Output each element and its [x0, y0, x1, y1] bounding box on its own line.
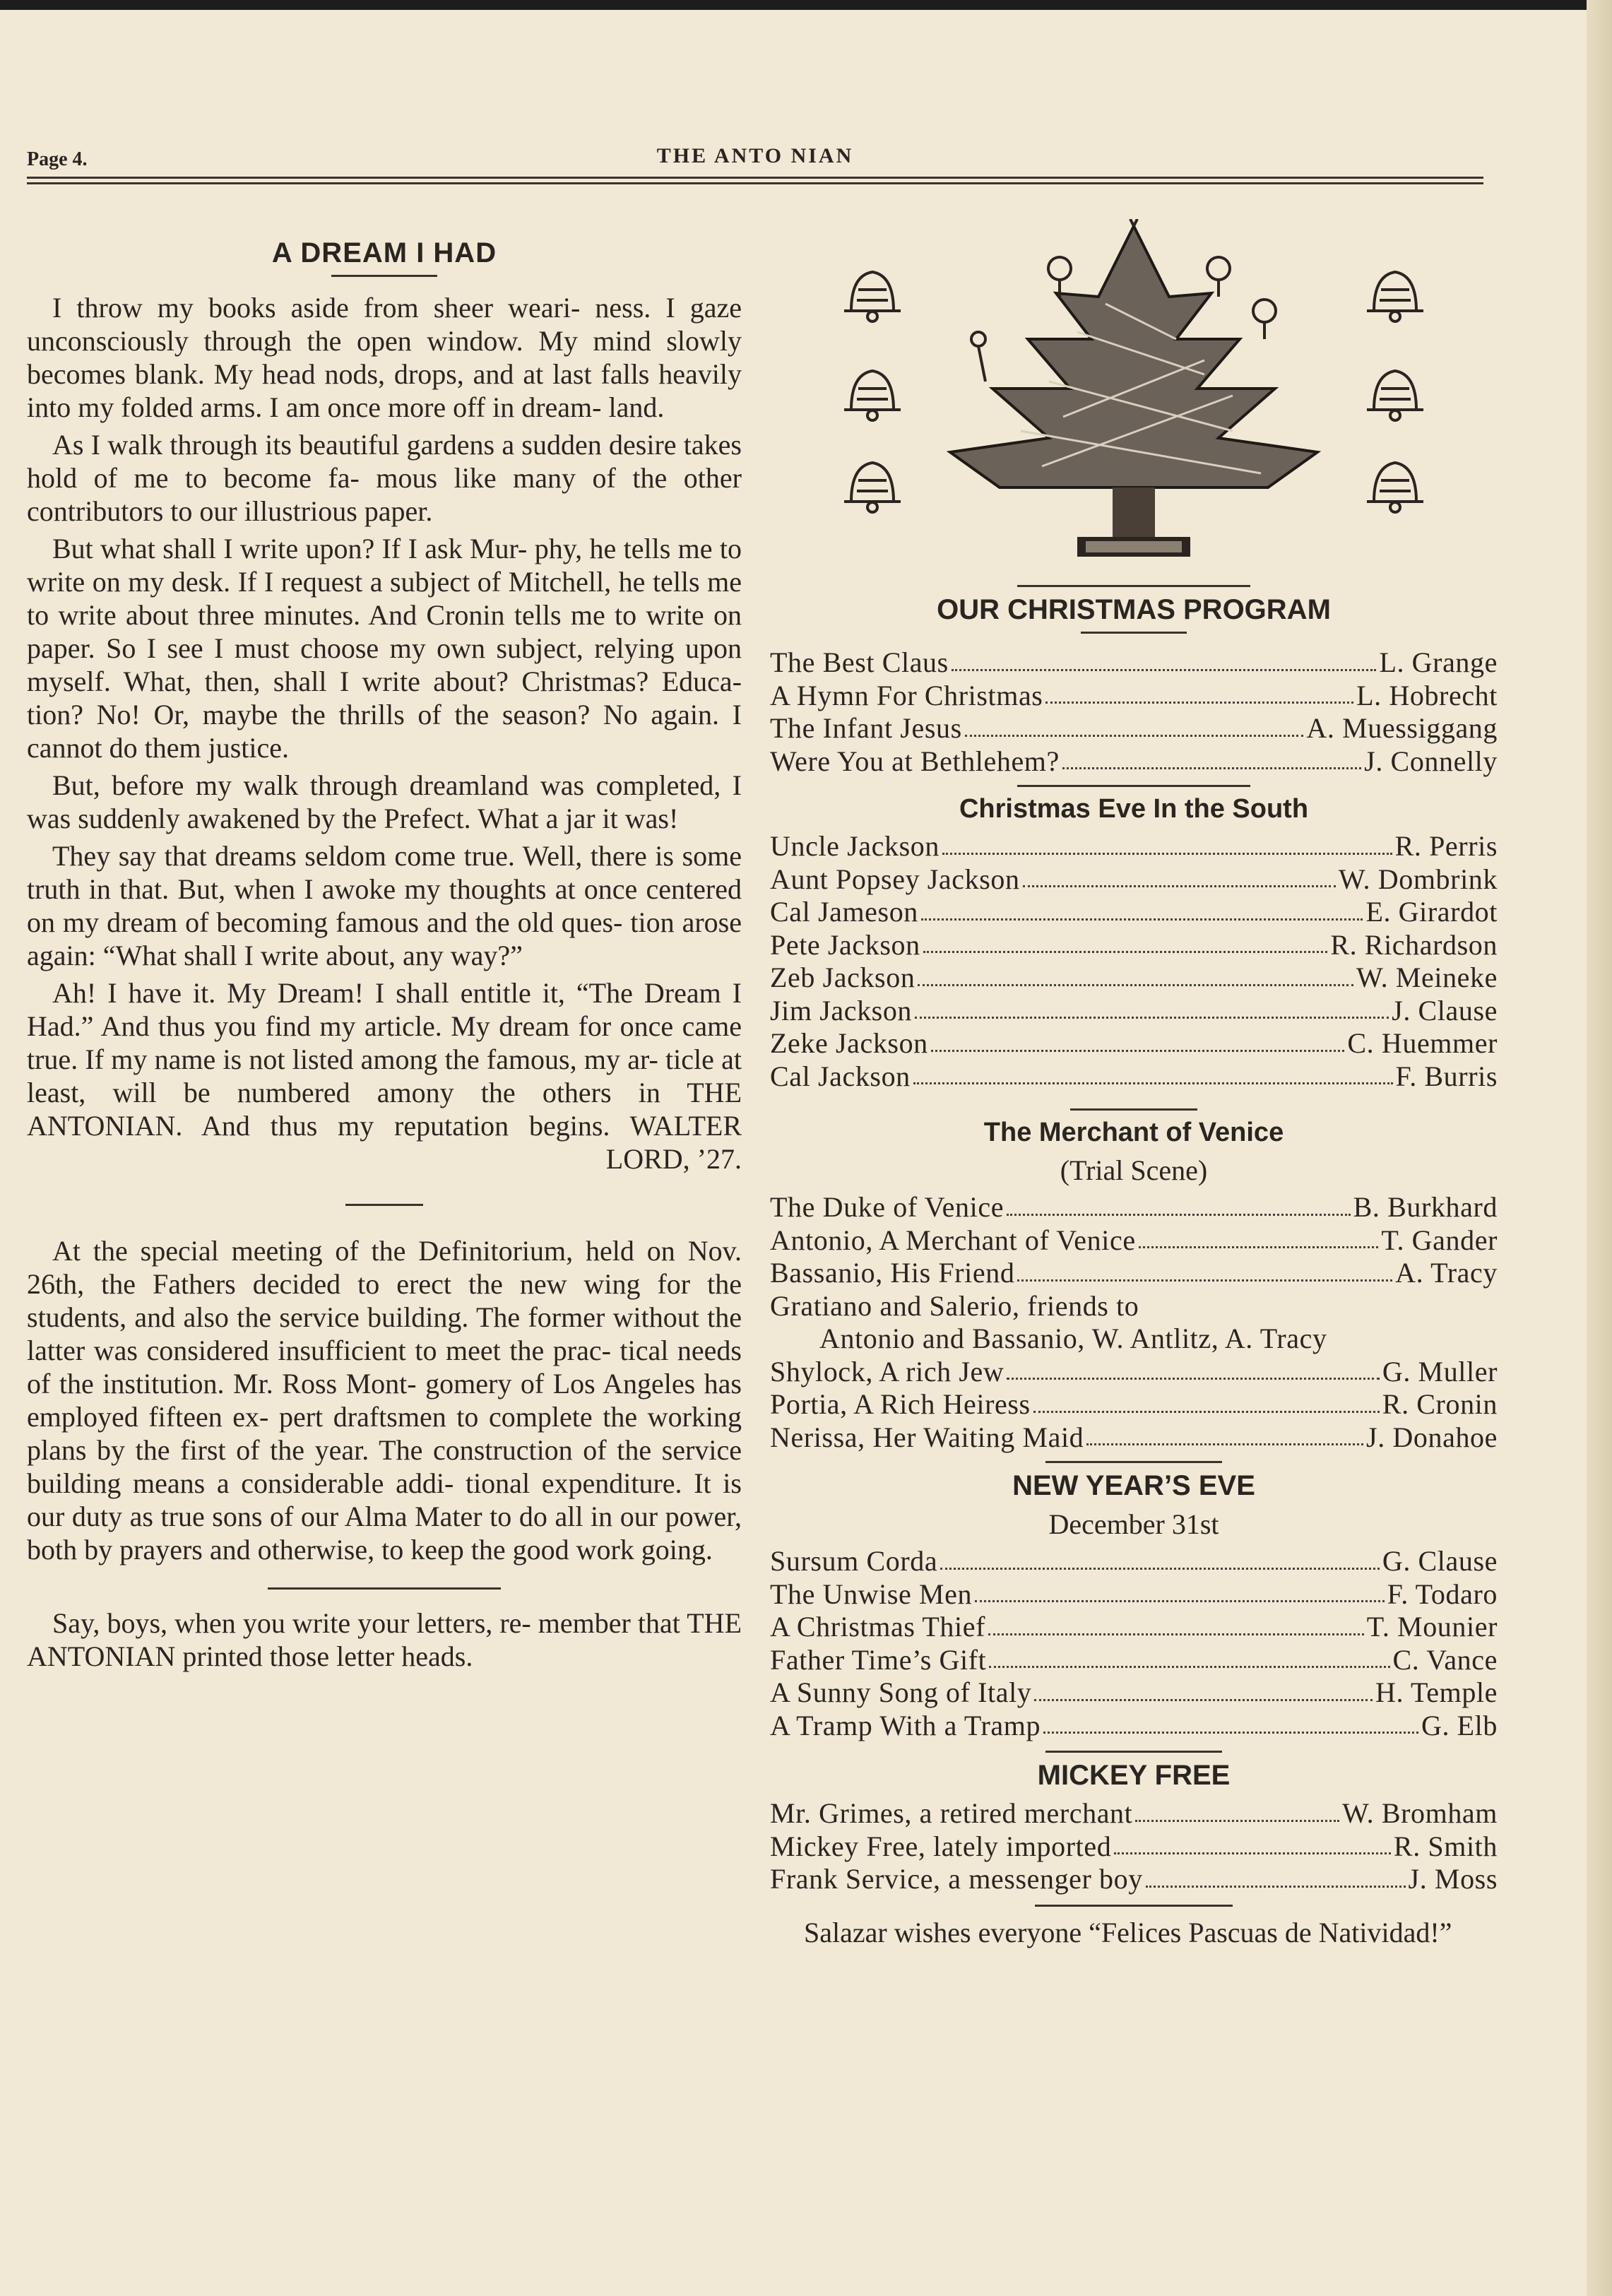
cast-entry: Mr. Grimes, a retired merchant W. Bromham	[770, 1797, 1498, 1829]
program-entry: The Infant Jesus A. Muessiggang	[770, 712, 1498, 744]
bell-icon	[844, 463, 901, 512]
cast-entry: Gratiano and Salerio, friends to	[770, 1289, 1139, 1322]
cast-entry: Zeb Jackson W. Meineke	[770, 961, 1498, 993]
top-edge-bar	[0, 0, 1612, 10]
cast-entry: Nerissa, Her Waiting Maid J. Donahoe	[770, 1421, 1498, 1453]
article-paragraph: Ah! I have it. My Dream! I shall entitle it, “The Dream I Had.” And thus you find my article. My dream for once came true. If my name is not listed among the famous, my ar- ticle at least, will be numbered amony the others in THE ANTONIAN. And thus my reputation begins. WALTER LORD, ’27.	[27, 977, 742, 1175]
south-cast-list	[770, 830, 1498, 1093]
program-entry: Sursum Corda G. Clause	[770, 1545, 1498, 1577]
article-paragraph: As I walk through its beautiful gardens a sudden desire takes hold of me to become fa- mous like many of the other contributors to our illustrious paper.	[27, 429, 742, 527]
header-rule-bottom	[27, 182, 1483, 184]
cast-entry: Mickey Free, lately imported R. Smith	[770, 1830, 1498, 1862]
cast-entry: The Duke of Venice B. Burkhard	[770, 1191, 1498, 1223]
bell-icon	[1367, 272, 1423, 321]
page-header	[27, 141, 1483, 170]
cast-entry: Aunt Popsey Jackson W. Dombrink	[770, 863, 1498, 895]
page-edge-shadow	[1587, 0, 1612, 2296]
cast-entry: Uncle Jackson R. Perris	[770, 830, 1498, 862]
section-rule	[1017, 785, 1250, 787]
cast-entry: Zeke Jackson C. Huemmer	[770, 1027, 1498, 1059]
right-column	[770, 219, 1498, 1949]
mickey-title: MICKEY FREE	[1037, 1760, 1231, 1791]
cast-entry: Jim Jackson J. Clause	[770, 994, 1498, 1026]
tree-shape	[950, 219, 1317, 557]
title-rule	[331, 275, 437, 277]
section-rule	[1081, 632, 1187, 634]
masthead: THE ANTO NIAN	[656, 144, 854, 167]
cast-entry-continued: Antonio and Bassanio, W. Antlitz, A. Tracy	[819, 1322, 1327, 1354]
program-entry: The Best Claus L. Grange	[770, 646, 1498, 678]
cast-entry: Frank Service, a messenger boy J. Moss	[770, 1863, 1498, 1895]
news-item-definitorium: At the special meeting of the Definitorium, held on Nov. 26th, the Fathers decided to erect the new wing for the students, and also the service building. The former without the latter was considered insufficient to meet the prac- tical needs of the institution. Mr. Ross Mont- gomery of Los Angeles has employed fifteen ex- pert draftsmen to complete the working plans by the first of the year. The construction of the service building means a considerable addi- tional expenditure. It is our duty as true sons of our Alma Mater to do all in our power, both by prayers and otherwise, to keep the good work going.	[27, 1235, 742, 1566]
program-entry: A Christmas Thief T. Mounier	[770, 1611, 1498, 1643]
cast-entry: Portia, A Rich Heiress R. Cronin	[770, 1388, 1498, 1420]
closing-greeting: Salazar wishes everyone “Felices Pascuas de Natividad!”	[804, 1916, 1452, 1948]
section-rule	[345, 1204, 423, 1206]
program-entry: A Sunny Song of Italy H. Temple	[770, 1676, 1498, 1708]
bell-icon	[844, 272, 901, 321]
program-entry: The Unwise Men F. Todaro	[770, 1578, 1498, 1610]
section-rule	[1045, 1751, 1222, 1753]
section-rule	[268, 1587, 501, 1590]
program-list	[770, 646, 1498, 778]
newyear-list	[770, 1545, 1498, 1742]
program-entry: A Tramp With a Tramp G. Elb	[770, 1709, 1498, 1741]
newyear-subtitle: December 31st	[1048, 1508, 1219, 1540]
article-paragraph: But, before my walk through dreamland was completed, I was suddenly awakened by the Prefect. What a jar it was!	[27, 769, 742, 834]
bell-icon	[1367, 463, 1423, 512]
program-entry: Father Time’s Gift C. Vance	[770, 1643, 1498, 1676]
merchant-cast-list	[770, 1191, 1498, 1454]
merchant-subtitle: (Trial Scene)	[1060, 1154, 1208, 1186]
page-number: Page 4.	[27, 148, 88, 170]
program-title: OUR CHRISTMAS PROGRAM	[937, 594, 1331, 625]
left-column	[27, 226, 742, 1677]
merchant-title: The Merchant of Venice	[983, 1118, 1284, 1147]
program-entry: A Hymn For Christmas L. Hobrecht	[770, 679, 1498, 711]
cast-entry: Cal Jackson F. Burris	[770, 1060, 1498, 1092]
program-entry: Were You at Bethlehem? J. Connelly	[770, 745, 1498, 777]
bell-icon	[1367, 371, 1423, 420]
south-title: Christmas Eve In the South	[959, 794, 1309, 824]
cast-entry: Shylock, A rich Jew G. Muller	[770, 1355, 1498, 1387]
section-rule	[1045, 1461, 1222, 1463]
cast-entry: Cal Jameson E. Girardot	[770, 896, 1498, 928]
cast-entry: Bassanio, His Friend A. Tracy	[770, 1257, 1498, 1289]
article-paragraph: They say that dreams seldom come true. Well, there is some truth in that. But, when I awoke my thoughts at once centered on my dream of becoming famous and the old ques- tion arose again: “What shall I write about, any way?”	[27, 840, 742, 971]
christmas-tree-illustration	[809, 219, 1459, 579]
section-rule	[1070, 1108, 1197, 1111]
section-rule	[1035, 1905, 1233, 1907]
newyear-title: NEW YEAR’S EVE	[1012, 1470, 1255, 1501]
bell-icon	[844, 371, 901, 420]
cast-entry: Antonio, A Merchant of Venice T. Gander	[770, 1224, 1498, 1256]
section-rule	[1017, 585, 1250, 587]
article-paragraph: But what shall I write upon? If I ask Mur- phy, he tells me to write on my desk. If I request a subject of Mitchell, he tells me to write about three minutes. And Cronin tells me to write on paper. So I see I must choose my own subject, relying upon myself. What, then, shall I write about? Christmas? Educa- tion? No! Or, maybe the thrills of the season? No again. I cannot do them justice.	[27, 533, 742, 764]
header-rule-top	[27, 177, 1483, 179]
news-item-letterheads: Say, boys, when you write your letters, re- member that THE ANTONIAN printed those letter heads.	[27, 1607, 742, 1672]
mickey-cast-list	[770, 1797, 1498, 1896]
cast-entry: Pete Jackson R. Richardson	[770, 928, 1498, 961]
article-title: A DREAM I HAD	[271, 237, 497, 268]
article-paragraph: I throw my books aside from sheer weari- ness. I gaze unconsciously through the open window. My mind slowly becomes blank. My head nods, drops, and at last falls heavily into my folded arms. I am once more off in dream- land.	[27, 292, 742, 423]
